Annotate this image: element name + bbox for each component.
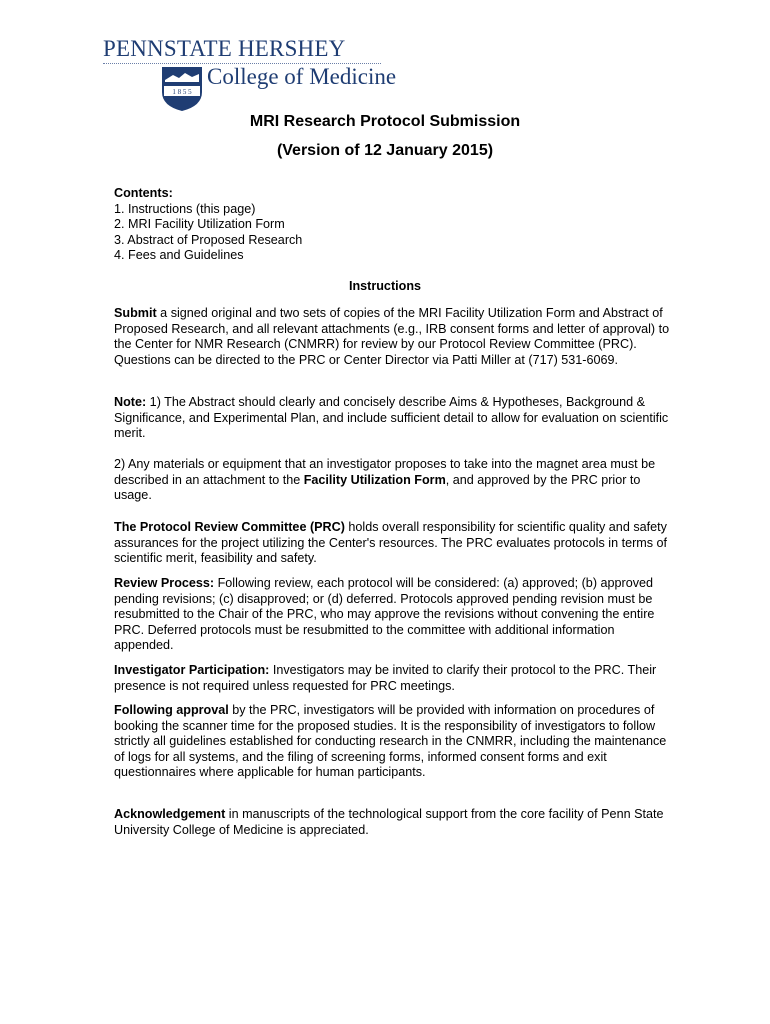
note-text: 1) The Abstract should clearly and concisely describe Aims & Hypotheses, Background & Significance, and Experimental Plan, and include sufficient detail to allow for evaluation on scientific merit. — [114, 395, 669, 441]
submit-paragraph — [114, 306, 674, 368]
participation-lead: Investigator Participation: — [114, 663, 270, 677]
acknowledgement-paragraph — [114, 807, 674, 838]
note2-text-after: , and approved by the PRC prior to usage. — [114, 472, 641, 503]
document-version: (Version of 12 January 2015) — [276, 142, 494, 159]
participation-text: Investigators may be invited to clarify their protocol to the PRC. Their presence is not required unless requested for PRC meetings. — [114, 663, 657, 693]
logo-college-name: College of Medicine — [207, 64, 397, 89]
note-paragraph-1 — [114, 395, 674, 442]
institution-logo — [103, 36, 397, 112]
prc-paragraph — [114, 520, 674, 567]
contents-item: 1. Instructions (this page) — [114, 201, 256, 216]
submit-lead: Submit — [114, 306, 157, 320]
review-text: Following review, each protocol will be considered: (a) approved; (b) approved pending revisions; (c) disapproved; or (d) deferred. Protocols approved pending revision must be resubmitted to the Chair of the PRC, who may approve the revisions without convening the entire PRC. Deferred protocols must be resubmitted to the committee with additional information appended. — [114, 576, 655, 653]
contents-item: 3. Abstract of Proposed Research — [114, 232, 303, 247]
approval-lead: Following approval — [114, 703, 229, 717]
submit-text: a signed original and two sets of copies of the MRI Facility Utilization Form and Abstract of Proposed Research, and all relevant attachments (e.g., IRB consent forms and letter of approval) to the Center for NMR Research (CNMRR) for review by our Protocol Review Committee (PRC). Questions can be directed to the PRC or Center Director via Patti Miller at (717) 531-6069. — [114, 306, 670, 367]
note2-text-before: 2) Any materials or equipment that an investigator proposes to take into the magnet area must be described in an attachment to the — [114, 457, 656, 487]
review-lead: Review Process: — [114, 576, 215, 590]
approval-text: by the PRC, investigators will be provided with information on procedures of booking the scanner time for the proposed studies. It is the responsibility of investigators to follow strictly all guidelines established for conducting research in the CNMRR, including the maintenance of logs for all systems, and the filing of screening forms, informed consent forms and exit questionnaires where applicable for human participants. — [114, 703, 667, 780]
acknowledgement-lead: Acknowledgement — [114, 807, 226, 821]
note2-bold: Facility Utilization Form — [303, 472, 446, 487]
contents-item: 4. Fees and Guidelines — [114, 248, 244, 262]
prc-text: holds overall responsibility for scientific quality and safety assurances for the project utilizing the Center's resources. The PRC evaluates protocols in terms of scientific merit, feasibility and safety. — [114, 520, 668, 566]
note-lead: Note: — [114, 395, 147, 409]
document-title: MRI Research Protocol Submission — [249, 113, 521, 130]
contents-list — [114, 186, 302, 264]
prc-lead: The Protocol Review Committee (PRC) — [114, 520, 345, 534]
note-paragraph-2 — [114, 457, 674, 504]
contents-item: 2. MRI Facility Utilization Form — [114, 217, 285, 231]
logo-wordmark: PENNSTATE HERSHEY — [103, 36, 346, 61]
acknowledgement-text: in manuscripts of the technological support from the core facility of Penn State University College of Medicine is appreciated. — [114, 807, 664, 837]
logo-year: 1 8 5 5 — [172, 88, 192, 96]
participation-paragraph — [114, 663, 674, 694]
approval-paragraph — [114, 703, 674, 781]
instructions-heading: Instructions — [348, 279, 422, 293]
review-paragraph — [114, 576, 674, 654]
shield-icon — [161, 66, 203, 112]
contents-heading: Contents: — [114, 186, 173, 200]
